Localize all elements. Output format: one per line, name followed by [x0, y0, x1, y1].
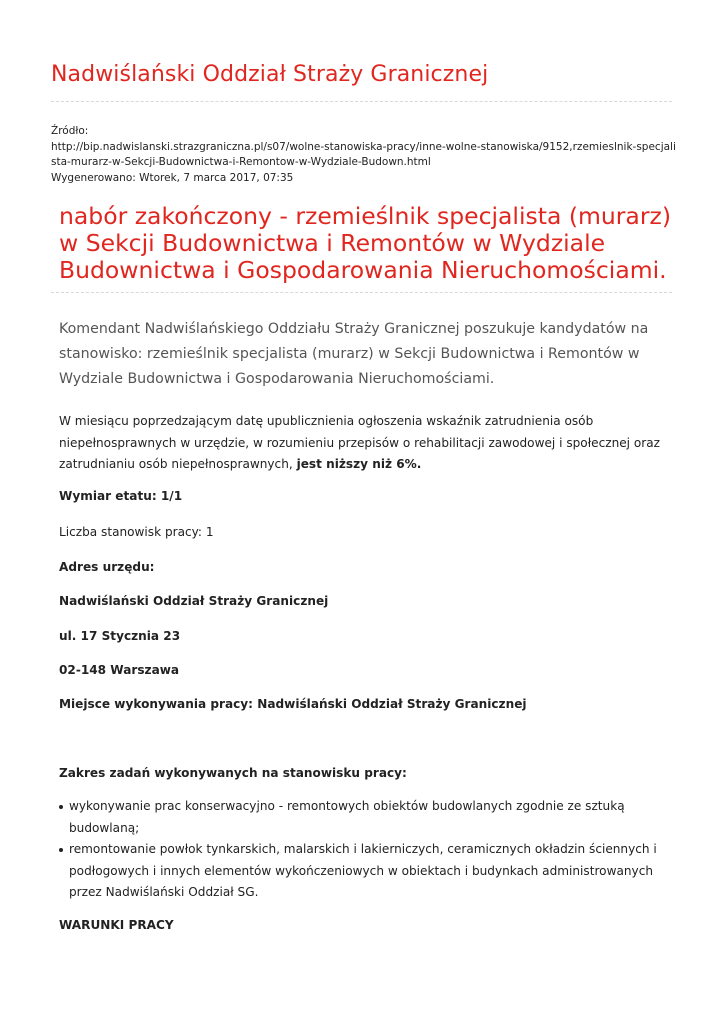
- source-meta: [51, 124, 681, 186]
- article-lead: Komendant Nadwiślańskiego Oddziału Straży Granicznej poszukuje kandydatów na stanowisko: rzemieślnik specjalista (murarz) w Sekcji Budownictwa i Remontów w Wydziale Budownictwa i Gospodarowania Nieruchomościami.: [59, 321, 649, 387]
- source-url-line1: http://bip.nadwislanski.strazgraniczna.pl/s07/wolne-stanowiska-pracy/inne-wolne-stanowiska/9152,rzemieslnik-specjali: [51, 140, 676, 153]
- list-item: [59, 796, 684, 839]
- zakres-label: Zakres zadań wykonywanych na stanowisku pracy:: [59, 766, 407, 780]
- site-title: Nadwiślański Oddział Straży Granicznej: [51, 62, 489, 87]
- article-title: nabór zakończony - rzemieślnik specjalista (murarz) w Sekcji Budownictwa i Remontów w Wydziale Budownictwa i Gospodarowania Nieruchomościami.: [59, 202, 671, 284]
- miejsce-pracy: Miejsce wykonywania pracy: Nadwiślański Oddział Straży Granicznej: [59, 697, 527, 711]
- zakres-list: [59, 796, 684, 904]
- bullet-icon: [59, 805, 63, 809]
- adres-label: Adres urzędu:: [59, 560, 155, 574]
- warunki-pracy: WARUNKI PRACY: [59, 918, 174, 932]
- list-item-text: remontowanie powłok tynkarskich, malarskich i lakierniczych, ceramicznych okładzin ściennych i podłogowych i innych elementów wykończeniowych w obiektach i budynkach administrowanych przez Nadwiślański Oddział SG.: [69, 842, 657, 899]
- adres-street: ul. 17 Stycznia 23: [59, 629, 181, 643]
- adres-name: Nadwiślański Oddział Straży Granicznej: [59, 594, 329, 608]
- wymiar-etatu: Wymiar etatu: 1/1: [59, 489, 183, 503]
- header-divider: [51, 101, 672, 102]
- title-divider: [51, 292, 672, 293]
- source-label: Źródło:: [51, 125, 89, 137]
- liczba-stanowisk: Liczba stanowisk pracy: 1: [59, 525, 214, 539]
- list-item-text: wykonywanie prac konserwacyjno - remontowych obiektów budowlanych zgodnie ze sztuką budowlaną;: [69, 799, 625, 835]
- source-url-line2: sta-murarz-w-Sekcji-Budownictwa-i-Remontow-w-Wydziale-Budown.html: [51, 156, 431, 168]
- list-item: [59, 839, 684, 904]
- generated-date: Wygenerowano: Wtorek, 7 marca 2017, 07:35: [51, 171, 294, 184]
- adres-city: 02-148 Warszawa: [59, 663, 180, 677]
- disability-text: W miesiącu poprzedzającym datę upublicznienia ogłoszenia wskaźnik zatrudnienia osób niepełnosprawnych w urzędzie, w rozumieniu przepisów o rehabilitacji zawodowej i społecznej oraz zatrudnianiu osób niepełnosprawnych,: [59, 414, 661, 471]
- disability-paragraph: [59, 411, 684, 476]
- bullet-icon: [59, 848, 63, 852]
- disability-bold: jest niższy niż 6%.: [296, 457, 422, 471]
